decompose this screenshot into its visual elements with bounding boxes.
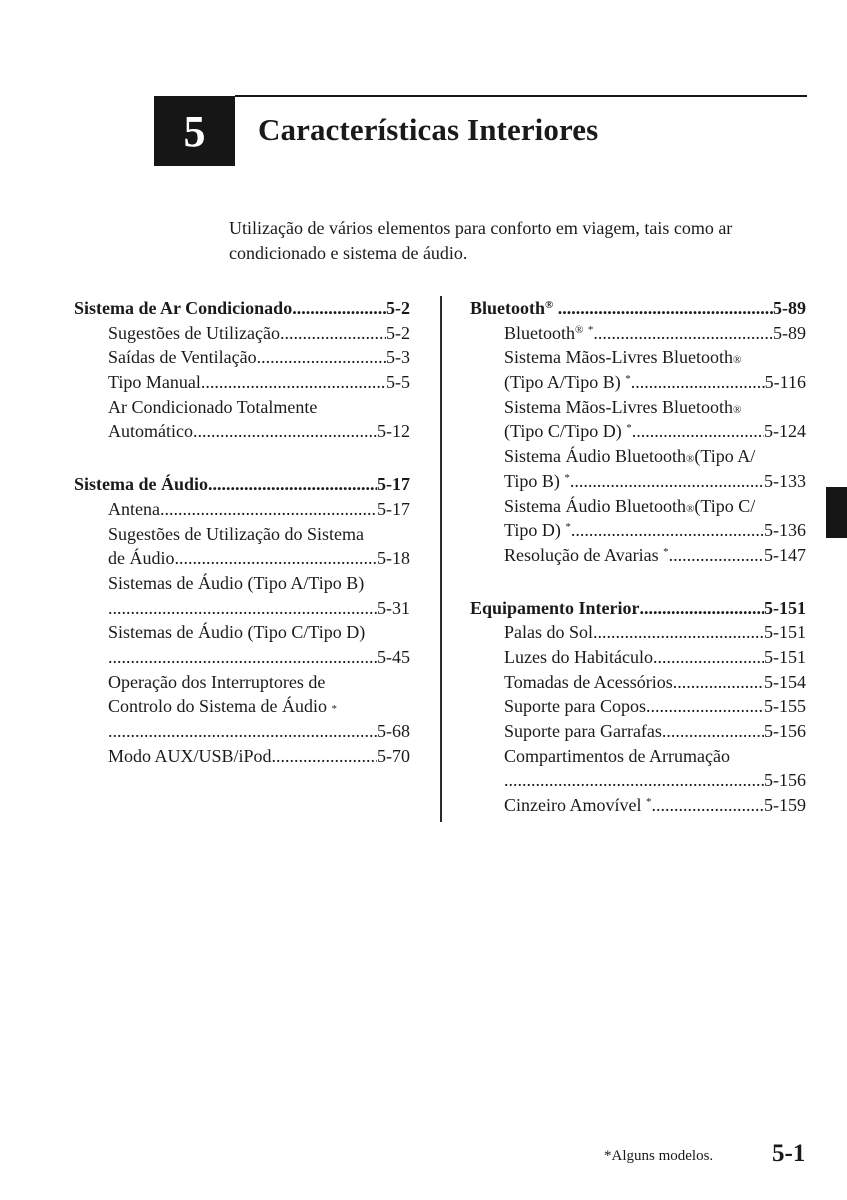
toc-entry[interactable]: (Tipo C/Tipo D) * ..... 5-124 <box>470 419 806 444</box>
toc-entry-line[interactable]: Ar Condicionado Totalmente <box>108 396 318 417</box>
toc-entry[interactable]: Tomadas de Acessórios ..... 5-154 <box>470 670 806 695</box>
toc-entry-line[interactable]: Compartimentos de Arrumação <box>504 745 730 766</box>
registered-mark: ® <box>545 299 554 311</box>
toc-entry[interactable]: Suporte para Copos ..... 5-155 <box>470 694 806 719</box>
toc-entry-line[interactable]: Sistema Mãos-Livres Bluetooth ® <box>504 396 742 417</box>
toc-entry[interactable]: ..... 5-156 <box>470 768 806 793</box>
toc-entry[interactable]: Palas do Sol ..... 5-151 <box>470 620 806 645</box>
chapter-title: Características Interiores <box>258 112 599 147</box>
toc-entry[interactable]: ..... 5-68 <box>74 719 410 744</box>
toc-entry[interactable]: ..... 5-31 <box>74 596 410 621</box>
chapter-intro <box>229 216 809 266</box>
toc-entry[interactable]: Saídas de Ventilação ..... 5-3 <box>74 345 410 370</box>
toc-entry-line[interactable]: Controlo do Sistema de Áudio * <box>108 696 337 717</box>
toc-entry-line[interactable]: Sistema Mãos-Livres Bluetooth ® <box>504 347 742 368</box>
toc-entry[interactable]: Tipo B) * ..... 5-133 <box>470 469 806 494</box>
chapter-number-box <box>154 96 235 166</box>
toc-entry[interactable]: Suporte para Garrafas ..... 5-156 <box>470 719 806 744</box>
toc-heading[interactable]: Sistema de Áudio ..... 5-17 <box>74 472 410 497</box>
toc-left-column <box>74 296 410 768</box>
model-asterisk: * <box>663 545 669 558</box>
toc-section-audio <box>74 472 410 768</box>
toc-entry[interactable]: (Tipo A/Tipo B) * ..... 5-116 <box>470 370 806 395</box>
toc-entry[interactable]: de Áudio ..... 5-18 <box>74 546 410 571</box>
toc-heading[interactable]: Equipamento Interior ..... 5-151 <box>470 596 806 621</box>
toc-entry-line[interactable]: Sistema Áudio Bluetooth ® (Tipo A/ <box>504 446 756 467</box>
column-divider <box>440 296 442 822</box>
header-rule <box>235 95 807 97</box>
model-asterisk: * <box>626 422 632 435</box>
toc-entry[interactable]: Sugestões de Utilização ..... 5-2 <box>74 321 410 346</box>
registered-mark: ® <box>575 323 584 336</box>
model-asterisk: * <box>564 471 570 484</box>
toc-entry[interactable]: Modo AUX/USB/iPod ..... 5-70 <box>74 744 410 769</box>
toc-entry-line[interactable]: Sistemas de Áudio (Tipo A/Tipo B) <box>108 572 365 593</box>
toc-entry[interactable]: Antena ..... 5-17 <box>74 497 410 522</box>
page-number: 5-1 <box>772 1140 806 1167</box>
toc-section-bluetooth <box>470 296 806 568</box>
toc-heading[interactable]: Sistema de Ar Condicionado ..... 5-2 <box>74 296 410 321</box>
toc-entry-line[interactable]: Operação dos Interruptores de <box>108 671 326 692</box>
toc-entry-line[interactable]: Sugestões de Utilização do Sistema <box>108 523 364 544</box>
toc-entry[interactable]: Tipo Manual ..... 5-5 <box>74 370 410 395</box>
model-asterisk: * <box>565 521 571 534</box>
model-asterisk: * <box>645 796 652 809</box>
chapter-number: 5 <box>183 106 206 156</box>
toc-entry[interactable]: Tipo D) * ..... 5-136 <box>470 518 806 543</box>
toc-entry[interactable]: Luzes do Habitáculo ..... 5-151 <box>470 645 806 670</box>
toc-entry[interactable]: Resolução de Avarias * ..... 5-147 <box>470 543 806 568</box>
footnote: *Alguns modelos. <box>604 1148 714 1164</box>
intro-line-2: condicionado e sistema de áudio. <box>229 243 468 263</box>
toc-heading[interactable]: Bluetooth® ..... 5-89 <box>470 296 806 321</box>
chapter-thumb-tab <box>826 487 847 538</box>
toc-entry[interactable]: ..... 5-45 <box>74 645 410 670</box>
toc-entry[interactable]: Automático ..... 5-12 <box>74 419 410 444</box>
toc-entry-line[interactable]: Sistemas de Áudio (Tipo C/Tipo D) <box>108 622 366 643</box>
toc-entry-line[interactable]: Sistema Áudio Bluetooth ® (Tipo C/ <box>504 495 756 516</box>
toc-section-equipment <box>470 596 806 818</box>
intro-line-1: Utilização de vários elementos para conforto em viagem, tais como ar <box>229 218 733 238</box>
toc-right-column <box>470 296 806 818</box>
model-asterisk: * <box>625 373 631 386</box>
toc-entry[interactable]: Bluetooth® * ..... 5-89 <box>470 321 806 346</box>
model-asterisk: * <box>587 323 594 336</box>
toc-entry[interactable]: Cinzeiro Amovível * ..... 5-159 <box>470 793 806 818</box>
toc-section-ac <box>74 296 410 444</box>
